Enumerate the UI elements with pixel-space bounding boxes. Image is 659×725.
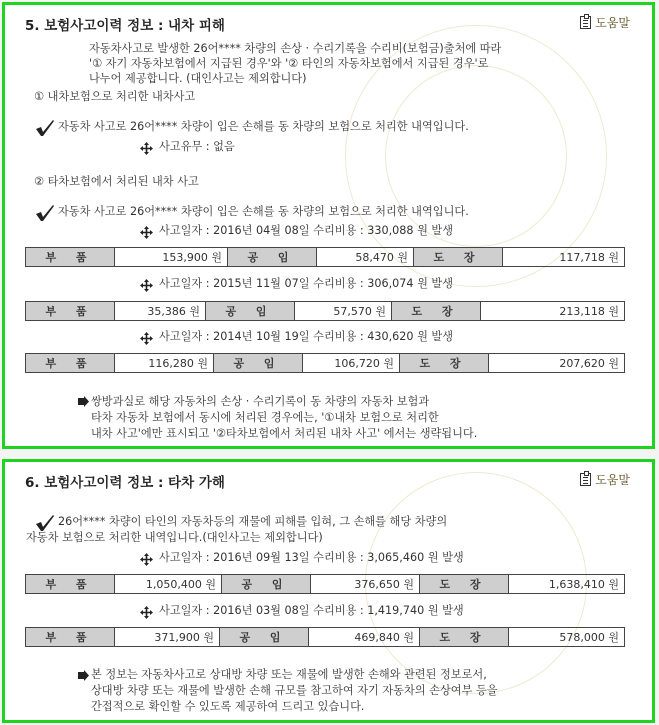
labor-value: 58,470 원 — [317, 248, 414, 267]
parts-label: 부 품 — [26, 302, 115, 321]
paint-value: 207,620 원 — [489, 354, 625, 373]
move-icon — [140, 226, 153, 239]
check-icon — [35, 119, 55, 137]
section-6-panel — [2, 459, 655, 723]
labor-label: 공 임 — [228, 248, 317, 267]
note-line: 내차 사고'에만 표시되고 '②타차보험에서 처리된 내차 사고' 에서는 생략됩니다. — [91, 427, 478, 440]
labor-label: 공 임 — [206, 302, 295, 321]
paint-label: 도 장 — [420, 575, 509, 594]
paint-label: 도 장 — [392, 302, 481, 321]
help-button[interactable] — [580, 14, 630, 31]
intro-line: 나누어 제공합니다. (대인사고는 제외합니다) — [89, 72, 307, 85]
parts-value: 371,900 원 — [115, 628, 220, 647]
repair-cost-table — [25, 247, 625, 267]
subsection-2-title: ② 타차보험에서 처리된 내차 사고 — [34, 175, 199, 188]
parts-value: 116,280 원 — [115, 354, 214, 373]
move-icon — [140, 606, 153, 619]
paint-label: 도 장 — [400, 354, 489, 373]
arrow-icon — [78, 670, 89, 681]
paint-value: 1,638,410 원 — [509, 575, 625, 594]
accident-status: 사고유무 : 없음 — [159, 140, 235, 153]
subsection-1-title: ① 내차보험으로 처리한 내차사고 — [34, 90, 196, 103]
repair-cost-table — [25, 301, 625, 321]
note-line: 쌍방과실로 해당 자동차의 손상 · 수리기록이 동 차량의 자동차 보험과 — [91, 395, 430, 408]
help-label: 도움말 — [595, 473, 630, 487]
paint-value: 213,118 원 — [481, 302, 625, 321]
accident-info: 사고일자 : 2016년 03월 08일 수리비용 : 1,419,740 원 발생 — [159, 604, 464, 617]
desc-line: 26어**** 차량이 타인의 자동차등의 재물에 피해를 입혀, 그 손해를 해당 차량의 — [58, 515, 448, 528]
labor-label: 공 임 — [214, 354, 303, 373]
move-icon — [140, 142, 153, 155]
section-5-panel — [2, 2, 655, 449]
paint-label: 도 장 — [420, 628, 509, 647]
clipboard-icon — [580, 473, 591, 486]
note-line: 타차 자동차 보험에서 동시에 처리된 경우에는, '①내차 보험으로 처리한 — [91, 411, 439, 424]
intro-line: 자동차사고로 발생한 26어**** 차량의 손상 · 수리기록을 수리비(보험금)출처에 따라 — [89, 42, 502, 55]
move-icon — [140, 332, 153, 345]
parts-value: 153,900 원 — [115, 248, 228, 267]
intro-line: '① 자기 자동차보험에서 지급된 경우'와 '② 타인의 자동차보험에서 지급된 경우'로 — [89, 57, 489, 70]
labor-value: 376,650 원 — [311, 575, 420, 594]
parts-label: 부 품 — [26, 628, 115, 647]
labor-value: 469,840 원 — [309, 628, 420, 647]
section-6-title: 6. 보험사고이력 정보 : 타차 가해 — [25, 475, 225, 491]
paint-value: 117,718 원 — [503, 248, 625, 267]
note-line: 상대방 차량 또는 재물에 발생한 손해 규모를 참고하여 자기 자동차의 손상여부 등을 — [91, 684, 498, 697]
parts-value: 35,386 원 — [115, 302, 206, 321]
arrow-icon — [78, 396, 89, 407]
paint-value: 578,000 원 — [509, 628, 625, 647]
subsection-2-desc: 자동차 사고로 26어**** 차량이 입은 손해를 동 차량의 보험으로 처리한 내역입니다. — [58, 205, 469, 218]
subsection-1-desc: 자동차 사고로 26어**** 차량이 입은 손해를 동 차량의 보험으로 처리한 내역입니다. — [58, 120, 469, 133]
note-line: 간접적으로 확인할 수 있도록 제공하여 드리고 있습니다. — [91, 700, 365, 713]
labor-label: 공 임 — [222, 575, 311, 594]
paint-label: 도 장 — [414, 248, 503, 267]
parts-value: 1,050,400 원 — [115, 575, 222, 594]
desc-line: 자동차 보험으로 처리한 내역입니다.(대인사고는 제외합니다) — [26, 531, 323, 544]
watermark — [385, 65, 567, 247]
labor-value: 57,570 원 — [295, 302, 392, 321]
accident-info: 사고일자 : 2015년 11월 07일 수리비용 : 306,074 원 발생 — [159, 277, 454, 290]
section-5-title: 5. 보험사고이력 정보 : 내차 피해 — [25, 18, 225, 34]
check-icon — [35, 204, 55, 222]
repair-cost-table — [25, 353, 625, 373]
accident-info: 사고일자 : 2014년 10월 19일 수리비용 : 430,620 원 발생 — [159, 330, 454, 343]
note-line: 본 정보는 자동차사고로 상대방 차량 또는 재물에 발생한 손해와 관련된 정보로서, — [91, 668, 487, 681]
parts-label: 부 품 — [26, 575, 115, 594]
parts-label: 부 품 — [26, 248, 115, 267]
clipboard-icon — [580, 16, 591, 29]
move-icon — [140, 279, 153, 292]
repair-cost-table — [25, 627, 625, 647]
accident-info: 사고일자 : 2016년 04월 08일 수리비용 : 330,088 원 발생 — [159, 224, 454, 237]
move-icon — [140, 553, 153, 566]
accident-info: 사고일자 : 2016년 09월 13일 수리비용 : 3,065,460 원 발생 — [159, 551, 464, 564]
repair-cost-table — [25, 574, 625, 594]
help-label: 도움말 — [595, 16, 630, 30]
parts-label: 부 품 — [26, 354, 115, 373]
labor-label: 공 임 — [220, 628, 309, 647]
help-button[interactable] — [580, 471, 630, 488]
labor-value: 106,720 원 — [303, 354, 400, 373]
